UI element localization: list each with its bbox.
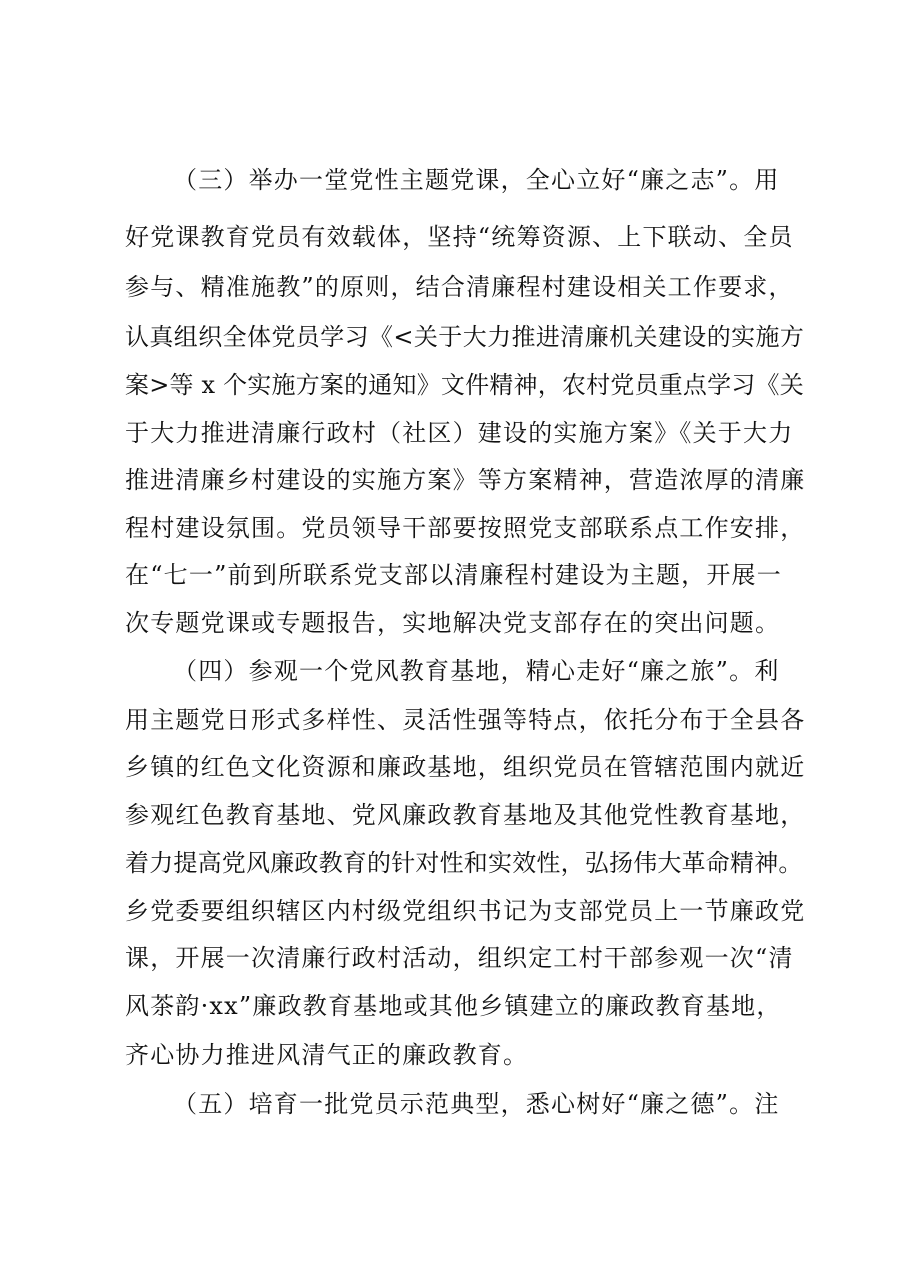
text-line: （四）参观一个党风教育基地，精心走好“廉之旅”。利: [173, 657, 780, 685]
text-line: 风茶韵·xx”廉政教育基地或其他乡镇建立的廉政教育基地，: [125, 992, 782, 1020]
text-line: 参与、精准施教”的原则，结合清廉程村建设相关工作要求，: [125, 273, 794, 301]
text-line: 参观红色教育基地、党风廉政教育基地及其他党性教育基地，: [125, 801, 806, 829]
text-line: 次专题党课或专题报告，实地解决党支部存在的突出问题。: [125, 609, 781, 637]
text-line: 好党课教育党员有效载体，坚持“统筹资源、上下联动、全员: [125, 223, 794, 251]
text-line: （五）培育一批党员示范典型，悉心树好“廉之德”。注: [173, 1090, 780, 1118]
text-line: 案>等 x 个实施方案的通知》文件精神，农村党员重点学习《关: [125, 371, 804, 399]
text-line: 程村建设氛围。党员领导干部要按照党支部联系点工作安排，: [125, 514, 806, 542]
text-line: 着力提高党风廉政教育的针对性和实效性，弘扬伟大革命精神。: [125, 849, 803, 877]
text-line: 乡党委要组织辖区内村级党组织书记为支部党员上一节廉政党: [125, 897, 806, 925]
text-line: 推进清廉乡村建设的实施方案》等方案精神，营造浓厚的清廉: [125, 466, 806, 494]
text-line: 认真组织全体党员学习《<关于大力推进清廉机关建设的实施方: [125, 323, 805, 351]
text-line: 于大力推进清廉行政村（社区）建设的实施方案》《关于大力: [125, 419, 794, 447]
text-line: 课，开展一次清廉行政村活动，组织定工村干部参观一次“清: [125, 944, 794, 972]
text-line: 用主题党日形式多样性、灵活性强等特点，依托分布于全县各: [125, 706, 806, 734]
text-line: 在“七一”前到所联系党支部以清廉程村建设为主题，开展一: [125, 561, 782, 589]
text-line: 乡镇的红色文化资源和廉政基地，组织党员在管辖范围内就近: [125, 753, 806, 781]
text-line: 齐心协力推进风清气正的廉政教育。: [125, 1041, 529, 1069]
text-line: （三）举办一堂党性主题党课，全心立好“廉之志”。用: [173, 166, 780, 194]
